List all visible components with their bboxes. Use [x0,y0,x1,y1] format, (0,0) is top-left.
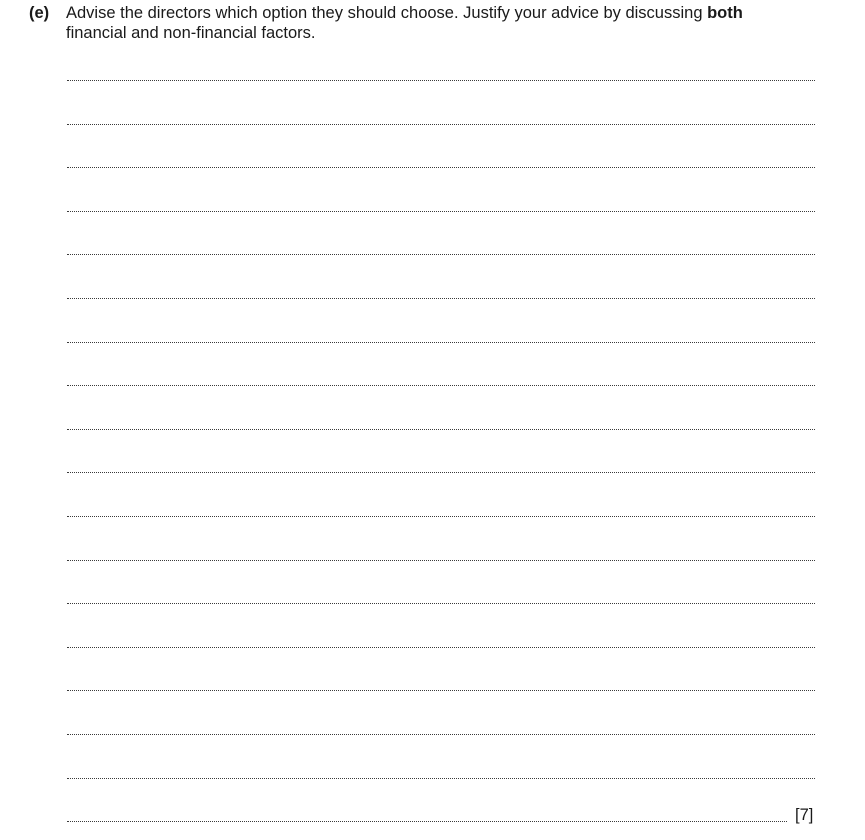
answer-line[interactable] [67,516,815,517]
answer-line[interactable] [67,647,815,648]
question-bold-word: both [707,4,743,22]
answer-line[interactable] [67,211,815,212]
answer-line[interactable] [67,342,815,343]
answer-line[interactable] [67,124,815,125]
answer-line[interactable] [67,821,787,822]
marks-label: [7] [795,806,814,824]
answer-line[interactable] [67,80,815,81]
answer-line[interactable] [67,472,815,473]
answer-line[interactable] [67,778,815,779]
answer-line[interactable] [67,385,815,386]
answer-line[interactable] [67,298,815,299]
answer-line[interactable] [67,254,815,255]
answer-line[interactable] [67,560,815,561]
answer-line[interactable] [67,167,815,168]
answer-line[interactable] [67,734,815,735]
question-text-part1: Advise the directors which option they should choose. Justify your advice by discussing [66,4,708,22]
answer-line[interactable] [67,603,815,604]
question-label: (e) [29,4,50,22]
question-text-part2: financial and non-financial factors. [66,24,316,42]
answer-line[interactable] [67,690,815,691]
answer-line[interactable] [67,429,815,430]
question-text [66,3,846,43]
